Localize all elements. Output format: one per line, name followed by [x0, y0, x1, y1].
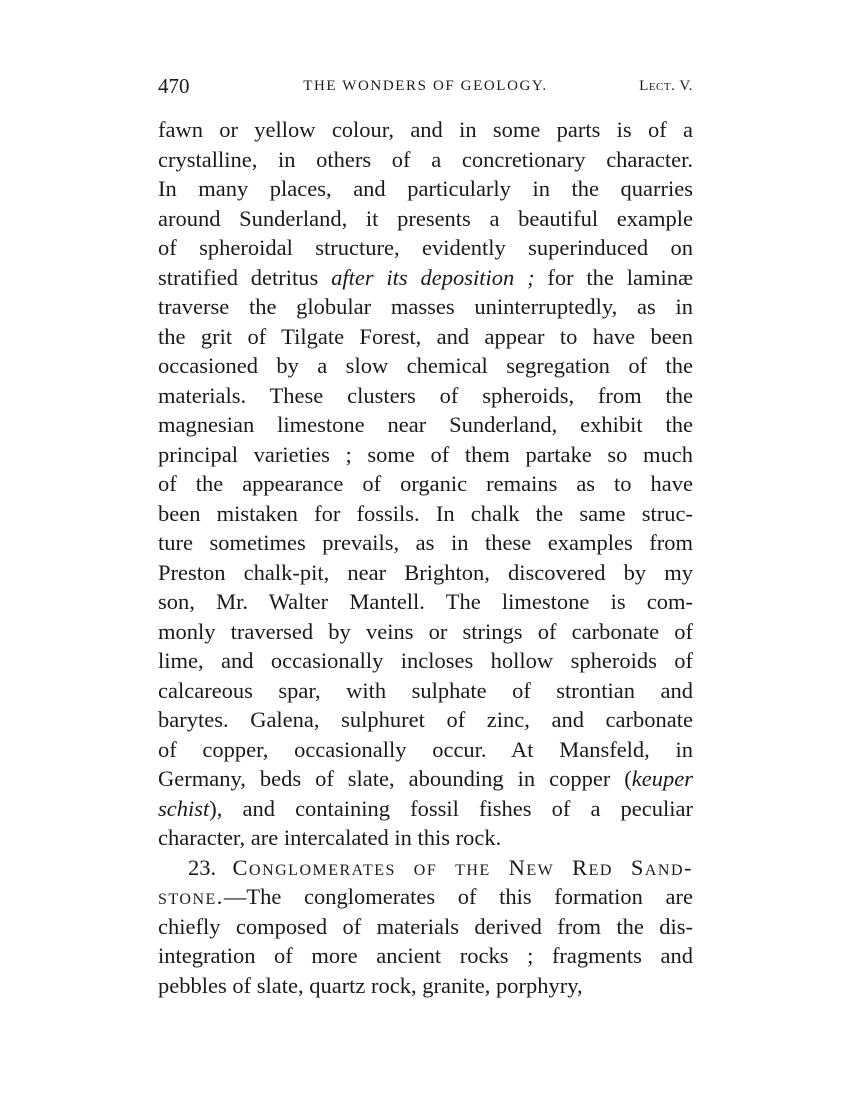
text-line: magnesian limestone near Sunderland, exhibit the — [158, 412, 693, 437]
text-line: barytes. Galena, sulphuret of zinc, and carbonate — [158, 707, 693, 732]
text-line: chiefly composed of materials derived from the dis- — [158, 913, 693, 939]
text-line: lime, and occasionally incloses hollow spheroids of — [158, 648, 693, 673]
text-line: of copper, occasionally occur. At Mansfeld, in — [158, 736, 693, 762]
text-line: crystalline, in others of a concretionary character. — [158, 146, 693, 172]
running-title: THE WONDERS OF GEOLOGY. — [303, 78, 548, 94]
text-line: principal varieties ; some of them partake so much — [158, 441, 693, 467]
text-span: stratified detritus — [158, 264, 332, 290]
text-line: been mistaken for fossils. In chalk the same struc- — [158, 500, 693, 526]
small-caps-heading: stone. — [158, 884, 224, 909]
text-line: In many places, and particularly in the quarries — [158, 176, 693, 201]
text-line: the grit of Tilgate Forest, and appear to have been — [158, 323, 693, 349]
text-line: character, are intercalated in this rock. — [158, 825, 502, 850]
text-line: around Sunderland, it presents a beautiful example — [158, 205, 693, 231]
text-line — [158, 764, 693, 794]
lecture-label: Lect. V. — [639, 78, 693, 94]
italic-text: keuper — [631, 766, 693, 791]
text-line: of the appearance of organic remains as to have — [158, 471, 693, 496]
text-span: 23. — [188, 854, 233, 880]
text-line — [158, 263, 693, 293]
text-line: calcareous spar, with sulphate of strontian and — [158, 677, 693, 703]
italic-text: after its deposition ; — [331, 264, 535, 290]
text-line: ture sometimes prevails, as in these examples from — [158, 530, 693, 555]
text-span: for the laminæ — [534, 264, 693, 290]
text-line: materials. These clusters of spheroids, from the — [158, 382, 693, 408]
text-line: monly traversed by veins or strings of carbonate of — [158, 618, 693, 644]
text-line — [158, 882, 693, 912]
text-span: —The conglomerates of this formation are — [223, 884, 693, 909]
text-line: son, Mr. Walter Mantell. The limestone is com- — [158, 589, 693, 614]
text-span: Germany, beds of slate, abounding in copper ( — [158, 766, 632, 791]
page-number: 470 — [158, 74, 190, 98]
text-line — [158, 794, 693, 824]
text-line — [158, 853, 693, 883]
text-line: traverse the globular masses uninterruptedly, as in — [158, 294, 693, 319]
text-line: of spheroidal structure, evidently superinduced on — [158, 235, 693, 260]
small-caps-heading: Conglomerates of the New Red Sand- — [232, 854, 693, 880]
page-header — [158, 74, 693, 104]
italic-text: schist — [158, 795, 210, 821]
body-text — [158, 115, 693, 1000]
text-span: ), and containing fossil fishes of a peculiar — [209, 795, 693, 821]
text-line: fawn or yellow colour, and in some parts is of a — [158, 117, 693, 142]
text-line: integration of more ancient rocks ; fragments and — [158, 943, 693, 968]
text-line: occasioned by a slow chemical segregation of the — [158, 353, 693, 378]
text-line: Preston chalk-pit, near Brighton, discovered by my — [158, 559, 693, 585]
text-line: pebbles of slate, quartz rock, granite, porphyry, — [158, 972, 583, 998]
